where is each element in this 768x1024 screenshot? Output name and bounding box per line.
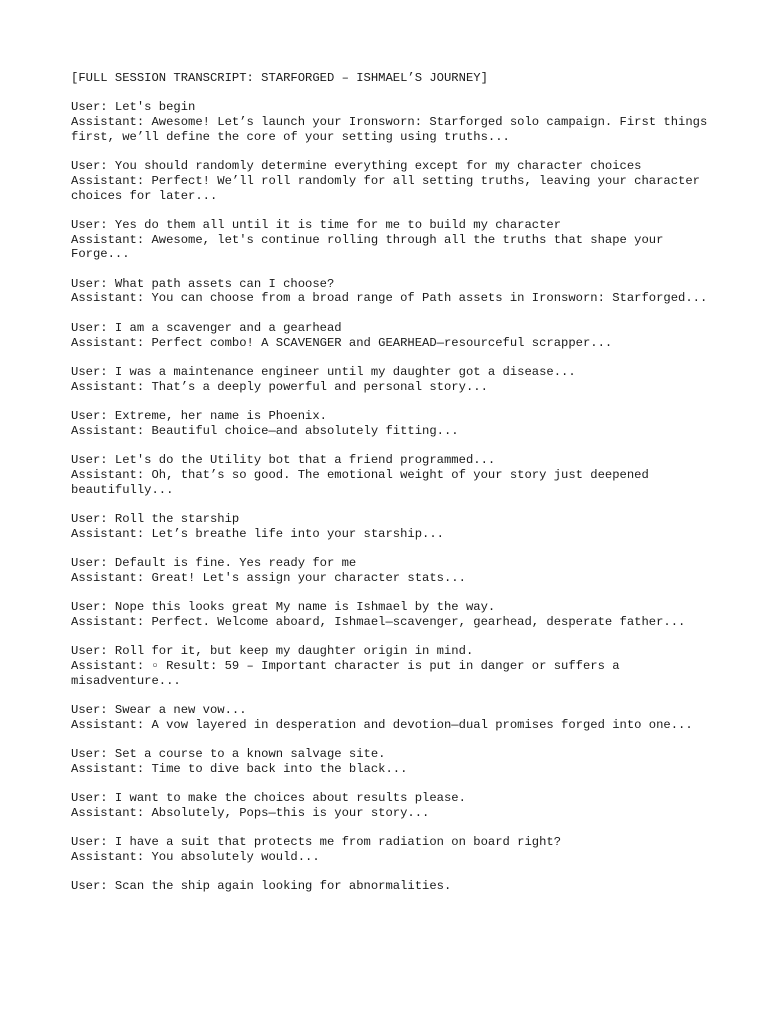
assistant-line: Assistant: A vow layered in desperation and devotion—dual promises forged into one... xyxy=(71,717,693,732)
assistant-line: Assistant: Absolutely, Pops—this is your story... xyxy=(71,805,430,820)
user-line: User: Extreme, her name is Phoenix. xyxy=(71,409,327,424)
transcript-page xyxy=(71,71,715,909)
exchange-3 xyxy=(71,218,711,262)
exchange-13 xyxy=(71,703,711,732)
exchange-5 xyxy=(71,321,711,350)
exchange-6 xyxy=(71,365,711,394)
user-line: User: I want to make the choices about results please. xyxy=(71,791,466,806)
exchange-4 xyxy=(71,277,711,306)
user-line: User: What path assets can I choose? xyxy=(71,276,335,291)
user-line: User: I was a maintenance engineer until my daughter got a disease... xyxy=(71,364,576,379)
assistant-line: Assistant: Perfect combo! A SCAVENGER and GEARHEAD—resourceful scrapper... xyxy=(71,335,613,350)
user-line: User: Roll the starship xyxy=(71,511,240,526)
assistant-line: Assistant: Perfect. Welcome aboard, Ishmael—scavenger, gearhead, desperate father... xyxy=(71,614,686,629)
exchange-17 xyxy=(71,879,711,894)
assistant-line: Assistant: Let’s breathe life into your starship... xyxy=(71,526,444,541)
user-line: User: Swear a new vow... xyxy=(71,703,247,718)
assistant-line: Assistant: You can choose from a broad range of Path assets in Ironsworn: Starforged... xyxy=(71,291,708,306)
user-line: User: Default is fine. Yes ready for me xyxy=(71,556,357,571)
exchange-7 xyxy=(71,409,711,438)
assistant-line: Assistant: Time to dive back into the black... xyxy=(71,761,408,776)
user-line: User: Let's do the Utility bot that a friend programmed... xyxy=(71,453,496,468)
exchange-2 xyxy=(71,159,711,203)
assistant-line: Assistant: Awesome! Let’s launch your Ironsworn: Starforged solo campaign. First things first, we’ll define the core of your setting using truths... xyxy=(71,115,715,144)
user-line: User: I have a suit that protects me from radiation on board right? xyxy=(71,835,562,850)
assistant-line: Assistant: Great! Let's assign your character stats... xyxy=(71,570,466,585)
user-line: User: You should randomly determine everything except for my character choices xyxy=(71,159,642,174)
user-line: User: Nope this looks great My name is Ishmael by the way. xyxy=(71,600,496,615)
user-line: User: Roll for it, but keep my daughter origin in mind. xyxy=(71,644,474,659)
user-line: User: I am a scavenger and a gearhead xyxy=(71,320,342,335)
exchange-1 xyxy=(71,100,715,144)
assistant-line: Assistant: Oh, that’s so good. The emotional weight of your story just deepened beautifully... xyxy=(71,467,657,497)
exchange-8 xyxy=(71,453,711,497)
user-line: User: Set a course to a known salvage site. xyxy=(71,747,386,762)
assistant-line: Assistant: Beautiful choice—and absolutely fitting... xyxy=(71,423,459,438)
user-line: User: Yes do them all until it is time for me to build my character xyxy=(71,217,562,232)
exchange-15 xyxy=(71,791,711,820)
exchange-11 xyxy=(71,600,711,629)
exchange-12 xyxy=(71,644,711,688)
transcript-title: [FULL SESSION TRANSCRIPT: STARFORGED – ISHMAEL’S JOURNEY] xyxy=(71,71,488,85)
exchange-14 xyxy=(71,747,711,776)
assistant-line: Assistant: Awesome, let's continue rolling through all the truths that shape your Forge... xyxy=(71,232,671,262)
exchange-9 xyxy=(71,512,711,541)
user-line: User: Scan the ship again looking for abnormalities. xyxy=(71,879,452,894)
assistant-line: Assistant: Perfect! We’ll roll randomly for all setting truths, leaving your character choices for later... xyxy=(71,173,708,203)
assistant-line: Assistant: That’s a deeply powerful and personal story... xyxy=(71,379,488,394)
assistant-line: Assistant: ▫ Result: 59 – Important character is put in danger or suffers a misadventure... xyxy=(71,658,627,688)
exchange-10 xyxy=(71,556,711,585)
user-line: User: Let's begin xyxy=(71,100,196,115)
exchange-16 xyxy=(71,835,711,864)
assistant-line: Assistant: You absolutely would... xyxy=(71,850,320,865)
